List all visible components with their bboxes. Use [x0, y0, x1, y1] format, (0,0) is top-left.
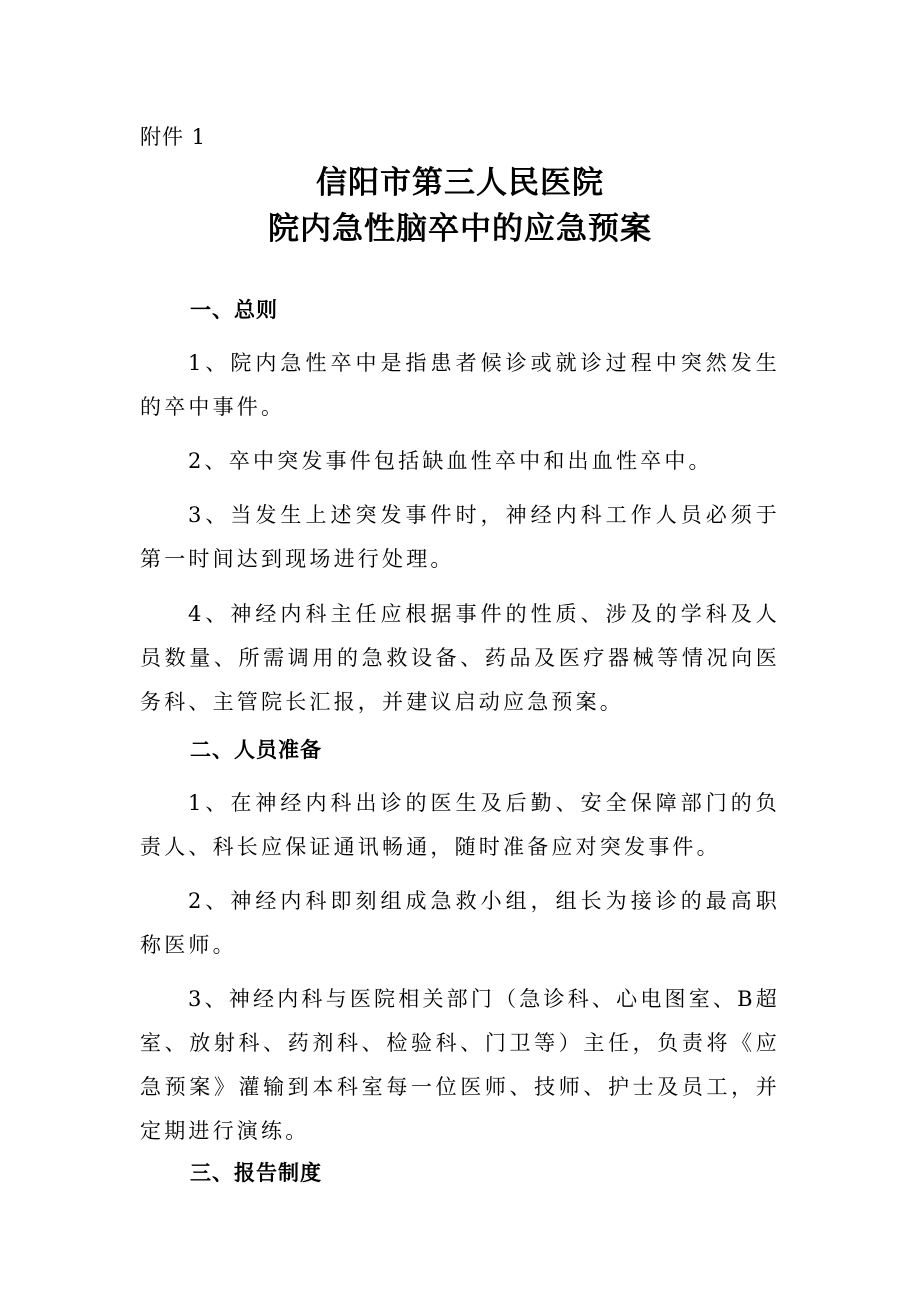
section-heading-reporting: 三、报告制度 [190, 1161, 322, 1185]
attachment-label: 附件 1 [140, 125, 207, 149]
document-title-line2: 院内急性脑卒中的应急预案 [268, 211, 652, 247]
document-title-line1: 信阳市第三人民医院 [316, 165, 604, 201]
paragraph: 1、在神经内科出诊的医生及后勤、安全保障部门的负责人、科长应保证通讯畅通，随时准备应对突发事件。 [140, 791, 780, 859]
section-heading-personnel: 二、人员准备 [190, 738, 322, 762]
paragraph: 1、院内急性卒中是指患者候诊或就诊过程中突然发生的卒中事件。 [140, 351, 780, 419]
paragraph: 4、神经内科主任应根据事件的性质、涉及的学科及人员数量、所需调用的急救设备、药品及医疗器械等情况向医务科、主管院长汇报，并建议启动应急预案。 [140, 602, 780, 714]
paragraph: 2、神经内科即刻组成急救小组，组长为接诊的最高职称医师。 [140, 889, 780, 957]
section-heading-general: 一、总则 [190, 298, 278, 322]
paragraph: 3、神经内科与医院相关部门（急诊科、心电图室、B超室、放射科、药剂科、检验科、门卫等）主任，负责将《应急预案》灌输到本科室每一位医师、技师、护士及员工，并定期进行演练。 [140, 987, 780, 1143]
paragraph: 2、卒中突发事件包括缺血性卒中和出血性卒中。 [188, 449, 713, 473]
paragraph: 3、当发生上述突发事件时，神经内科工作人员必须于第一时间达到现场进行处理。 [140, 503, 780, 571]
